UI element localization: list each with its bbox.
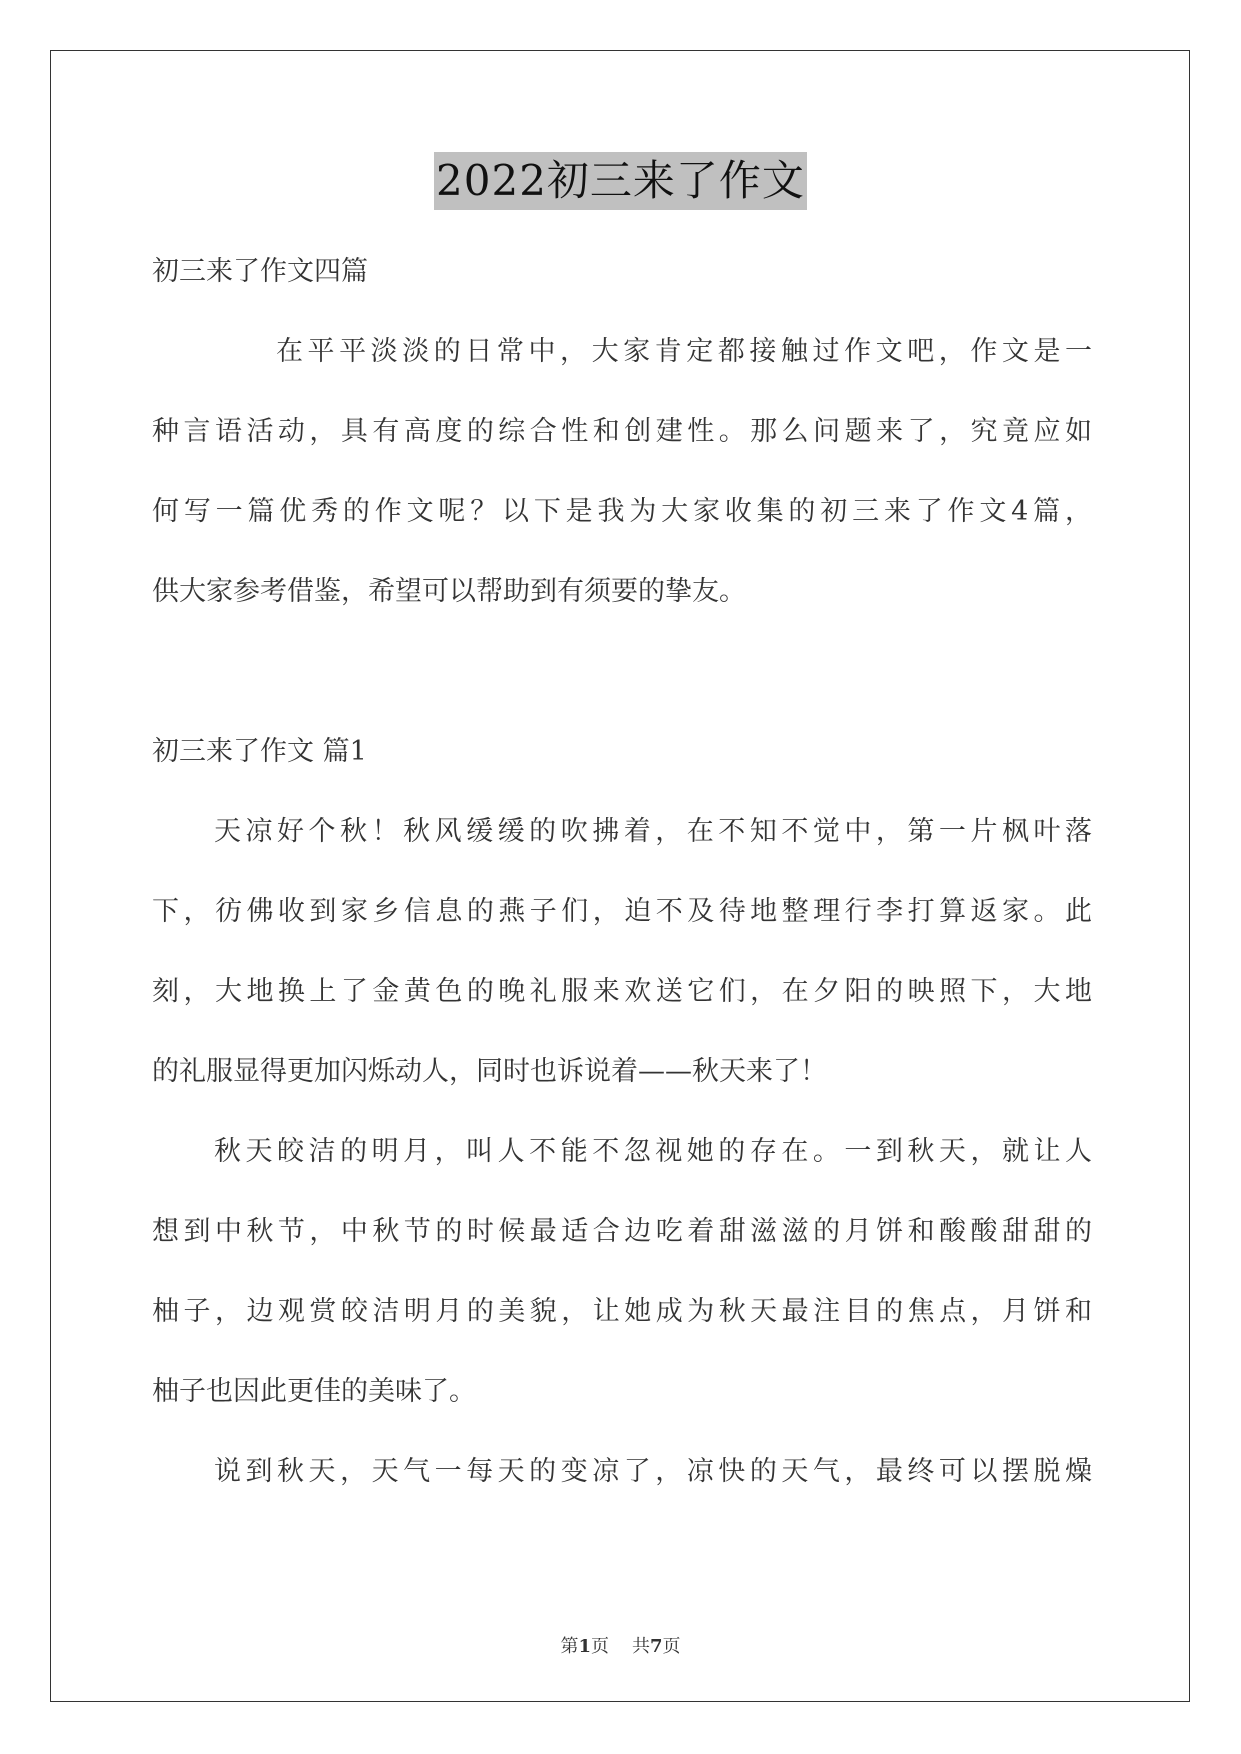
total-pages: 7 [649, 1636, 663, 1657]
page-number: 1 [578, 1636, 592, 1657]
intro-line: 供大家参考借鉴，希望可以帮助到有须要的挚友。 [152, 576, 746, 607]
paragraph-1 [152, 792, 1092, 1112]
section-heading: 初三来了作文 篇1 [152, 736, 367, 767]
paragraph-2 [152, 1112, 1092, 1432]
document-body [152, 232, 1092, 1512]
paragraph-line: 想到中秋节，中秋节的时候最适合边吃着甜滋滋的月饼和酸酸甜甜的 [152, 1216, 1092, 1247]
paragraph-line: 柚子，边观赏皎洁明月的美貌，让她成为秋天最注目的焦点，月饼和 [152, 1296, 1092, 1327]
total-prefix: 共 [631, 1636, 650, 1657]
intro-line: 在平平淡淡的日常中，大家肯定都接触过作文吧，作文是一 [276, 336, 1092, 367]
paragraph-line: 刻，大地换上了金黄色的晚礼服来欢送它们，在夕阳的映照下，大地 [152, 976, 1092, 1007]
document-subtitle: 初三来了作文四篇 [152, 256, 368, 287]
paragraph-line: 天凉好个秋！秋风缓缓的吹拂着，在不知不觉中，第一片枫叶落 [214, 816, 1092, 847]
paragraph-3 [152, 1432, 1092, 1512]
page-prefix: 第 [560, 1636, 579, 1657]
total-suffix: 页 [662, 1636, 681, 1657]
paragraph-line: 柚子也因此更佳的美味了。 [152, 1376, 476, 1407]
title-container [0, 152, 1241, 210]
spacer [152, 632, 1092, 712]
paragraph-line: 秋天皎洁的明月，叫人不能不忽视她的存在。一到秋天，就让人 [214, 1136, 1092, 1167]
page-suffix: 页 [591, 1636, 610, 1657]
paragraph-line: 说到秋天，天气一每天的变凉了，凉快的天气，最终可以摆脱燥 [214, 1456, 1092, 1487]
intro-paragraph [152, 312, 1092, 632]
paragraph-line: 下，彷佛收到家乡信息的燕子们，迫不及待地整理行李打算返家。此 [152, 896, 1092, 927]
document-title: 2022初三来了作文 [434, 152, 807, 210]
intro-line: 何写一篇优秀的作文呢？以下是我为大家收集的初三来了作文4篇， [152, 496, 1092, 527]
intro-line: 种言语活动，具有高度的综合性和创建性。那么问题来了，究竟应如 [152, 416, 1092, 447]
paragraph-line: 的礼服显得更加闪烁动人，同时也诉说着——秋天来了！ [152, 1056, 827, 1087]
page-footer [0, 1632, 1241, 1658]
